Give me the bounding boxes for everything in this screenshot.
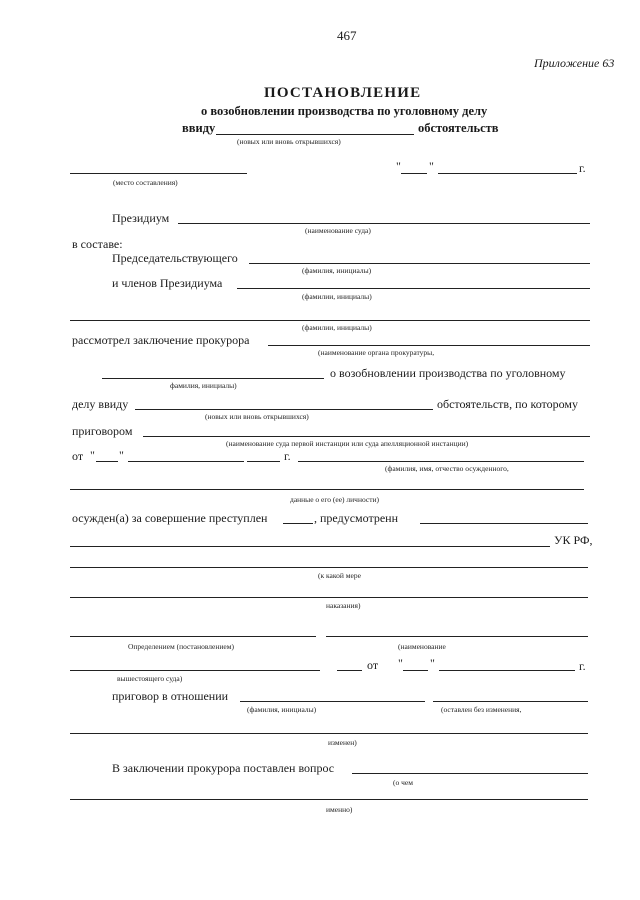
appendix-label: Приложение 63 bbox=[534, 56, 615, 70]
about-what-hint: (о чем bbox=[393, 778, 413, 787]
articles-field[interactable] bbox=[70, 546, 550, 547]
measure-field[interactable] bbox=[70, 567, 588, 568]
place-hint: (место составления) bbox=[113, 178, 178, 187]
court-name-hint: (наименование суда) bbox=[305, 226, 371, 235]
determination-field[interactable] bbox=[70, 636, 316, 637]
verdict-year-field[interactable] bbox=[247, 461, 280, 462]
document-subtitle: о возобновлении производства по уголовному делу bbox=[201, 104, 488, 118]
prosecutor-hint: (наименование органа прокуратуры, bbox=[318, 348, 435, 357]
question-details-field[interactable] bbox=[70, 799, 588, 800]
verdict-label: приговором bbox=[72, 424, 133, 438]
uk-rf-label: УК РФ, bbox=[554, 533, 593, 547]
title-suffix: обстоятельств bbox=[418, 121, 499, 135]
higher-court-from-label: от bbox=[367, 658, 379, 672]
title-prefix: ввиду bbox=[182, 121, 216, 135]
regarding-status-field[interactable] bbox=[433, 701, 588, 702]
provided-ending-field[interactable] bbox=[420, 523, 588, 524]
case-circumstances-field[interactable] bbox=[135, 409, 433, 410]
punishment-field[interactable] bbox=[70, 597, 588, 598]
punishment-hint: наказания) bbox=[326, 601, 361, 610]
resume-text: о возобновлении производства по уголовному bbox=[330, 366, 566, 380]
quote-open: " bbox=[396, 159, 401, 173]
measure-hint: (к какой мере bbox=[318, 571, 361, 580]
members-label: и членов Президиума bbox=[112, 276, 223, 290]
verdict-year-suffix: г. bbox=[284, 449, 291, 463]
year-suffix: г. bbox=[579, 161, 586, 175]
higher-quote-close: " bbox=[430, 656, 435, 670]
higher-month-field[interactable] bbox=[439, 670, 575, 671]
reviewed-label: рассмотрел заключение прокурора bbox=[72, 333, 250, 347]
circumstances-which-label: обстоятельств, по которому bbox=[437, 397, 579, 411]
first-instance-hint: (наименование суда первой инстанции или суда апелляционной инстанции) bbox=[226, 439, 469, 448]
higher-court-hint: вышестоящего суда) bbox=[117, 674, 183, 683]
regarding-name-hint: (фамилия, инициалы) bbox=[247, 705, 317, 714]
hint-new-circumstances: (новых или вновь открывшихся) bbox=[237, 137, 341, 146]
question-label: В заключении прокурора поставлен вопрос bbox=[112, 761, 335, 775]
regarding-name-field[interactable] bbox=[240, 701, 425, 702]
date-month-field[interactable] bbox=[438, 173, 577, 174]
composition-label: в составе: bbox=[72, 237, 123, 251]
verdict-regarding-label: приговор в отношении bbox=[112, 689, 229, 703]
changed-field[interactable] bbox=[70, 733, 588, 734]
prosecutor-name-hint: фамилия, инициалы) bbox=[170, 381, 237, 390]
members-field-1[interactable] bbox=[237, 288, 590, 289]
chairman-hint: (фамилия, инициалы) bbox=[302, 266, 372, 275]
convict-name-field[interactable] bbox=[298, 461, 584, 462]
verdict-quote-open: " bbox=[90, 448, 95, 462]
naming-hint: (наименование bbox=[398, 642, 446, 651]
identity-field[interactable] bbox=[70, 489, 584, 490]
page-number: 467 bbox=[337, 28, 357, 43]
prosecutor-field[interactable] bbox=[268, 345, 590, 346]
presidium-label: Президиум bbox=[112, 211, 170, 225]
first-instance-court-field[interactable] bbox=[143, 436, 590, 437]
chairman-field[interactable] bbox=[249, 263, 590, 264]
quote-close: " bbox=[429, 159, 434, 173]
higher-court-number-field[interactable] bbox=[337, 670, 362, 671]
chairman-label: Председательствующего bbox=[112, 251, 238, 265]
members-hint-1: (фамилии, инициалы) bbox=[302, 292, 372, 301]
case-new-hint: (новых или вновь открывшихся) bbox=[205, 412, 309, 421]
provided-label: , предусмотренн bbox=[314, 511, 399, 525]
verdict-quote-close: " bbox=[119, 448, 124, 462]
unchanged-hint: (оставлен без изменения, bbox=[441, 705, 522, 714]
date-day-field[interactable] bbox=[401, 173, 427, 174]
changed-hint: изменен) bbox=[328, 738, 357, 747]
determination-hint: Определением (постановлением) bbox=[128, 642, 234, 651]
namely-hint: именно) bbox=[326, 805, 353, 814]
higher-court-field[interactable] bbox=[70, 670, 320, 671]
convicted-label: осужден(а) за совершение преступлен bbox=[72, 511, 268, 525]
question-field[interactable] bbox=[352, 773, 588, 774]
court-name-field[interactable] bbox=[178, 223, 590, 224]
place-field[interactable] bbox=[70, 173, 247, 174]
higher-year-suffix: г. bbox=[579, 659, 586, 673]
higher-day-field[interactable] bbox=[403, 670, 428, 671]
members-hint-2: (фамилии, инициалы) bbox=[302, 323, 372, 332]
case-due-label: делу ввиду bbox=[72, 397, 129, 411]
crime-ending-field[interactable] bbox=[283, 523, 313, 524]
from-label: от bbox=[72, 449, 84, 463]
higher-court-name-field[interactable] bbox=[326, 636, 588, 637]
members-field-2[interactable] bbox=[70, 320, 590, 321]
higher-quote-open: " bbox=[398, 656, 403, 670]
identity-hint: данные о его (ее) личности) bbox=[290, 495, 380, 504]
document-title: ПОСТАНОВЛЕНИЕ bbox=[264, 85, 422, 101]
verdict-month-field[interactable] bbox=[128, 461, 244, 462]
circumstances-type-field[interactable] bbox=[216, 134, 414, 135]
prosecutor-name-field[interactable] bbox=[102, 378, 324, 379]
verdict-day-field[interactable] bbox=[96, 461, 118, 462]
convict-hint: (фамилия, имя, отчество осужденного, bbox=[385, 464, 509, 473]
